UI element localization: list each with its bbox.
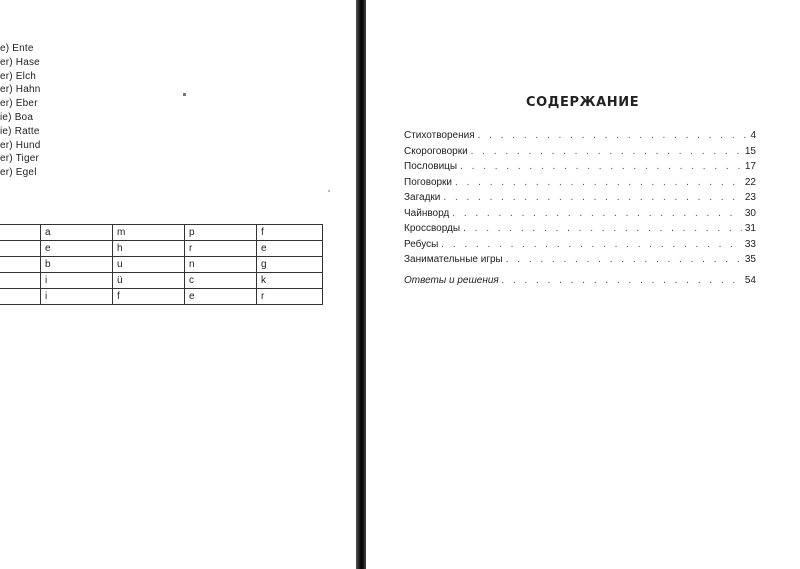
table-cell	[0, 273, 41, 289]
dot-leader	[506, 254, 742, 265]
table-cell: r	[185, 241, 257, 257]
toc-entry-label: Загадки	[404, 192, 441, 203]
table-row	[0, 289, 323, 305]
toc-entry-label: Поговорки	[404, 176, 453, 188]
toc-entry[interactable]	[404, 254, 756, 270]
toc-page-number: 15	[744, 145, 756, 157]
word-item: er) Elch	[0, 70, 37, 82]
page-title: СОДЕРЖАНИЕ	[526, 95, 640, 110]
table-cell: a	[41, 225, 113, 241]
table-cell	[0, 225, 41, 241]
table-cell	[0, 289, 41, 305]
dot-leader	[478, 130, 748, 141]
table-cell	[0, 241, 41, 257]
toc-page-number: 17	[744, 161, 756, 172]
toc-entry[interactable]	[404, 208, 756, 224]
table-cell: h	[113, 241, 185, 257]
toc-entry-answers[interactable]	[404, 275, 756, 291]
table-cell: f	[113, 289, 185, 305]
table-cell: c	[185, 273, 257, 289]
table-cell: i	[41, 273, 113, 289]
word-item: er) Tiger	[0, 153, 40, 165]
print-speck	[183, 93, 186, 96]
word-item: er) Hund	[0, 139, 41, 151]
table-cell: i	[41, 289, 113, 305]
toc-page-number: 4	[750, 130, 756, 141]
table-cell: r	[257, 289, 323, 305]
table-cell: e	[185, 289, 257, 305]
toc-entry-label: Занимательные игры	[404, 254, 503, 265]
dot-leader	[441, 239, 742, 250]
table-cell	[0, 257, 41, 273]
dot-leader	[455, 177, 742, 188]
dot-leader	[452, 208, 742, 219]
toc-page-number: 22	[744, 176, 756, 188]
table-row	[0, 273, 323, 289]
dot-leader	[502, 275, 742, 286]
toc-entry-label: Ребусы	[404, 238, 439, 250]
table-cell: ü	[113, 273, 185, 289]
german-word-list	[0, 42, 41, 180]
letter-grid-table	[0, 224, 323, 305]
toc-entry[interactable]	[404, 177, 756, 193]
table-cell: f	[257, 225, 323, 241]
word-item: ie) Boa	[0, 111, 34, 123]
toc-entry[interactable]	[404, 130, 756, 146]
word-item: е) Ente	[0, 43, 34, 54]
toc-entry-label: Стихотворения	[404, 130, 475, 141]
toc-page-number: 31	[744, 223, 756, 234]
table-cell: m	[113, 225, 185, 241]
toc-entry-label: Чайнворд	[404, 207, 450, 219]
table-cell: n	[185, 257, 257, 273]
table-cell: e	[257, 241, 323, 257]
left-page	[0, 0, 356, 569]
word-item: er) Eber	[0, 98, 38, 110]
toc-entry[interactable]	[404, 161, 756, 177]
dot-leader	[471, 146, 742, 157]
toc-entry-label: Кроссворды	[404, 223, 461, 234]
toc-entry-label: Скороговорки	[404, 145, 468, 157]
word-item: ie) Ratte	[0, 125, 40, 137]
table-cell: b	[41, 257, 113, 273]
toc-page-number: 30	[744, 207, 756, 219]
toc-page-number: 33	[744, 238, 756, 250]
dot-leader	[463, 223, 742, 234]
toc-entry-label: Пословицы	[404, 161, 458, 172]
word-item: er) Egel	[0, 167, 37, 179]
table-cell: e	[41, 241, 113, 257]
book-spine	[356, 0, 366, 569]
table-cell: p	[185, 225, 257, 241]
table-cell: u	[113, 257, 185, 273]
toc-page-number: 35	[744, 254, 756, 265]
dot-leader	[460, 161, 742, 172]
table-row	[0, 225, 323, 241]
dot-leader	[443, 192, 741, 203]
word-item: er) Hase	[0, 56, 40, 68]
toc-entry[interactable]	[404, 146, 756, 162]
toc-page-number: 54	[744, 274, 756, 286]
table-cell: k	[257, 273, 323, 289]
toc-entry[interactable]	[404, 223, 756, 239]
table-row	[0, 257, 323, 273]
table-of-contents	[404, 130, 756, 290]
toc-entry[interactable]	[404, 239, 756, 255]
table-row	[0, 241, 323, 257]
toc-entry[interactable]	[404, 192, 756, 208]
print-speck	[328, 190, 330, 192]
toc-page-number: 23	[744, 192, 756, 203]
table-cell: g	[257, 257, 323, 273]
toc-entry-label: Ответы и решения	[404, 274, 499, 286]
word-item: er) Hahn	[0, 84, 41, 96]
